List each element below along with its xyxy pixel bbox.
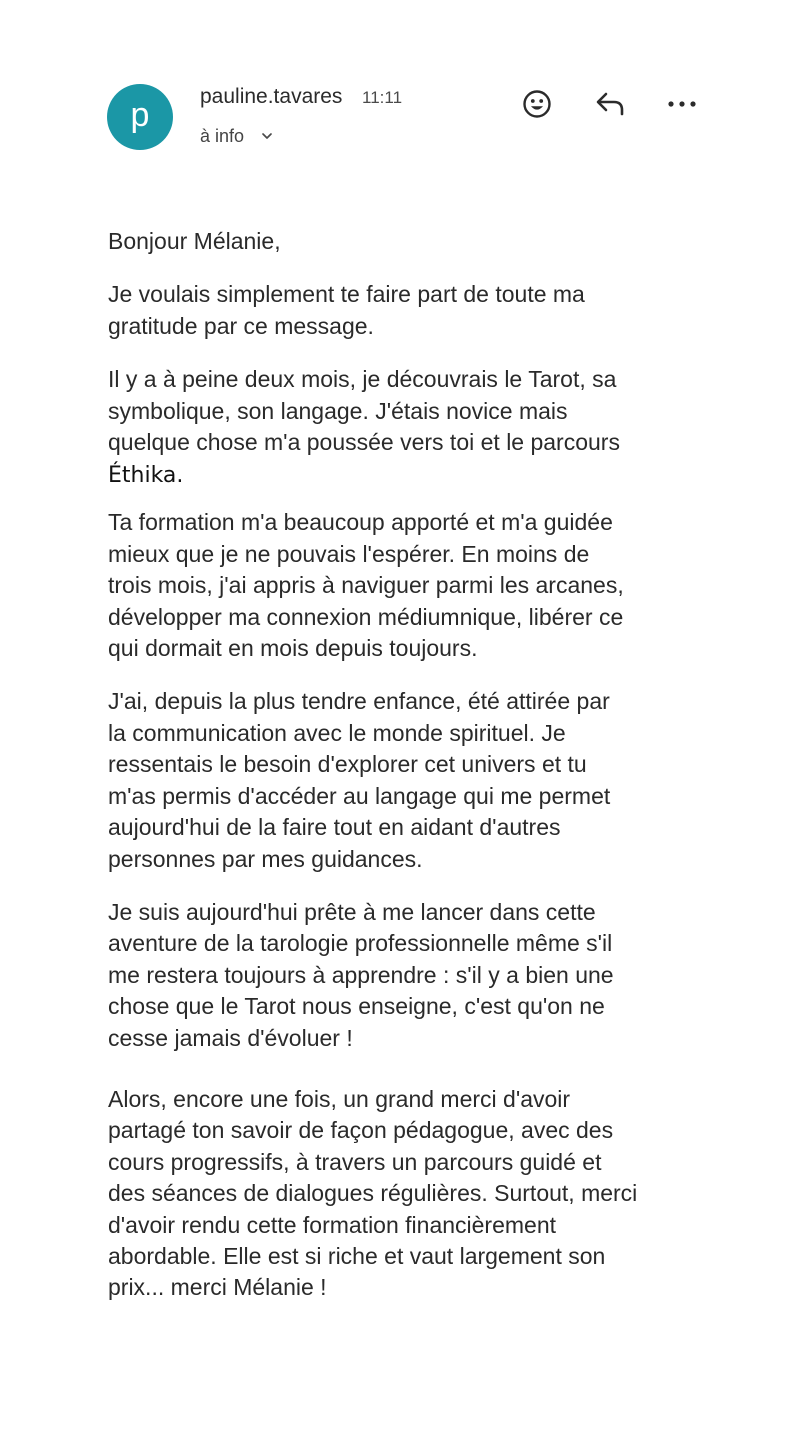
recipient-details-toggle[interactable] bbox=[200, 124, 274, 148]
text-line: Il y a à peine deux mois, je découvrais le Tarot, sa bbox=[108, 366, 617, 393]
text-line: trois mois, j'ai appris à naviguer parmi les arcanes, bbox=[108, 572, 624, 599]
text-line: d'avoir rendu cette formation financièrement bbox=[108, 1211, 557, 1238]
recipient-label: à info bbox=[200, 125, 245, 146]
text-line: aujourd'hui de la faire tout en aidant d'autres bbox=[108, 814, 561, 841]
brand-name: Éthika. bbox=[108, 463, 184, 489]
text-line: mieux que je ne pouvais l'espérer. En moins de bbox=[108, 540, 590, 567]
text-line: la communication avec le monde spirituel. Je bbox=[108, 719, 566, 746]
reply-icon bbox=[593, 89, 627, 119]
text-line: cesse jamais d'évoluer ! bbox=[108, 1024, 353, 1051]
text-line: chose que le Tarot nous enseigne, c'est qu'on ne bbox=[108, 993, 605, 1020]
text-line: développer ma connexion médiumnique, libérer ce bbox=[108, 603, 624, 630]
text-line: cours progressifs, à travers un parcours guidé et bbox=[108, 1148, 602, 1175]
paragraph bbox=[108, 507, 708, 664]
avatar[interactable]: p bbox=[107, 84, 173, 150]
text-line: des séances de dialogues régulières. Surtout, merci bbox=[108, 1180, 638, 1207]
text-line: aventure de la tarologie professionnelle même s'il bbox=[108, 930, 613, 957]
paragraph bbox=[108, 1084, 708, 1304]
text-line: prix... merci Mélanie ! bbox=[108, 1274, 327, 1301]
greeting: Bonjour Mélanie, bbox=[108, 228, 281, 254]
text-line: Ta formation m'a beaucoup apporté et m'a guidée bbox=[108, 509, 613, 536]
text-line: gratitude par ce message. bbox=[108, 312, 374, 339]
sender-name[interactable]: pauline.tavares bbox=[200, 85, 343, 108]
text-line: personnes par mes guidances. bbox=[108, 845, 423, 872]
paragraph bbox=[108, 686, 708, 874]
text-line: Je suis aujourd'hui prête à me lancer dans cette bbox=[108, 898, 596, 925]
more-options-button[interactable] bbox=[662, 84, 702, 124]
text-line: ressentais le besoin d'explorer cet univers et tu bbox=[108, 751, 587, 778]
text-line: quelque chose m'a poussée vers toi et le parcours bbox=[108, 429, 620, 456]
text-line: Alors, encore une fois, un grand merci d'avoir bbox=[108, 1085, 571, 1112]
text-line: symbolique, son langage. J'étais novice mais bbox=[108, 397, 568, 424]
chevron-down-icon bbox=[260, 129, 274, 143]
paragraph bbox=[108, 897, 708, 1054]
paragraph bbox=[108, 279, 708, 342]
text-line: me restera toujours à apprendre : s'il y a bien une bbox=[108, 961, 614, 988]
text-line: partagé ton savoir de façon pédagogue, avec des bbox=[108, 1117, 614, 1144]
text-line: m'as permis d'accéder au langage qui me permet bbox=[108, 782, 611, 809]
text-line: qui dormait en mois depuis toujours. bbox=[108, 635, 478, 662]
paragraph bbox=[108, 364, 708, 494]
email-header bbox=[0, 0, 810, 180]
more-horizontal-icon bbox=[666, 98, 698, 110]
sent-time: 11:11 bbox=[362, 88, 403, 107]
reply-button[interactable] bbox=[590, 84, 630, 124]
email-body bbox=[108, 226, 708, 1304]
text-line: J'ai, depuis la plus tendre enfance, été attirée par bbox=[108, 688, 610, 715]
text-line: abordable. Elle est si riche et vaut largement son bbox=[108, 1242, 606, 1269]
smiley-icon bbox=[521, 88, 553, 120]
add-reaction-button[interactable] bbox=[517, 84, 557, 124]
text-line: Je voulais simplement te faire part de toute ma bbox=[108, 281, 585, 308]
